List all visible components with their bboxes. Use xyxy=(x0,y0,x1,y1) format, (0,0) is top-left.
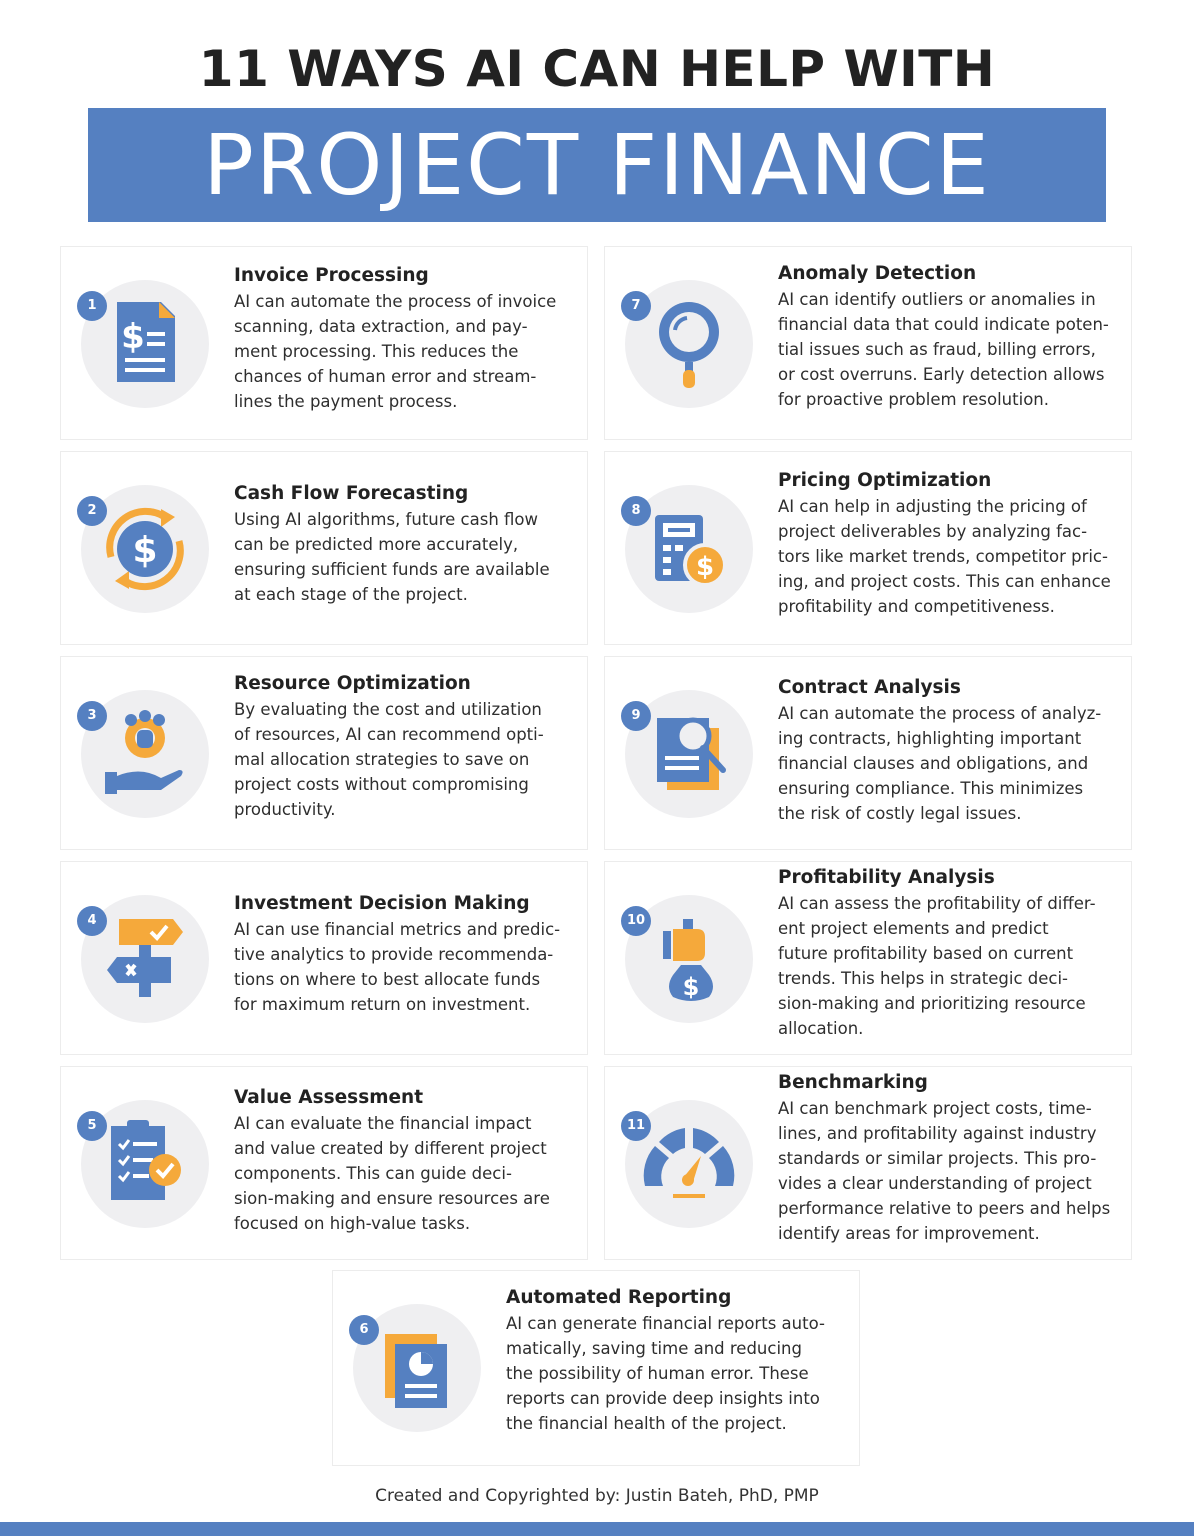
card-automated-reporting xyxy=(332,1270,860,1466)
card-benchmarking xyxy=(604,1066,1132,1260)
svg-text:$: $ xyxy=(121,317,145,357)
card-title: Cash Flow Forecasting xyxy=(234,483,469,504)
badge-number: 4 xyxy=(77,906,107,936)
badge-number: 11 xyxy=(621,1111,651,1141)
badge-number: 2 xyxy=(77,496,107,526)
badge-number: 1 xyxy=(77,291,107,321)
badge-number: 10 xyxy=(621,906,651,936)
card-title: Resource Optimization xyxy=(234,673,471,694)
svg-text:$: $ xyxy=(682,973,700,1001)
card-description: AI can benchmark project costs, time- lines, and profitability against industry standards or similar projects. This pro- vides a clear understanding of project performance relative to peers and helps identify areas for improvement. xyxy=(778,1099,1111,1243)
card-description: AI can help in adjusting the pricing of project deliverables by analyzing fac- tors like market trends, competitor pric- ing, and project costs. This can enhance profitability and competitiveness. xyxy=(778,497,1111,616)
card-value-assessment xyxy=(60,1066,588,1260)
card-title: Anomaly Detection xyxy=(778,263,977,284)
card-contract-analysis xyxy=(604,656,1132,850)
card-title: Value Assessment xyxy=(234,1087,424,1108)
card-description: Using AI algorithms, future cash flow can be predicted more accurately, ensuring sufficient funds are available at each stage of the project. xyxy=(234,510,550,604)
card-invoice-processing xyxy=(60,246,588,440)
card-investment-decision-making xyxy=(60,861,588,1055)
card-cash-flow-forecasting xyxy=(60,451,588,645)
card-title: Benchmarking xyxy=(778,1072,928,1093)
card-description: By evaluating the cost and utilization of resources, AI can recommend opti- mal allocation strategies to save on project costs without compromising productivity. xyxy=(234,700,544,819)
card-description: AI can automate the process of invoice scanning, data extraction, and pay- ment processing. This reduces the chances of human error and stream- lines the payment process. xyxy=(234,292,557,411)
badge-number: 7 xyxy=(621,291,651,321)
card-title: Contract Analysis xyxy=(778,677,961,698)
svg-text:$: $ xyxy=(695,552,715,582)
page-title-top: 11 WAYS AI CAN HELP WITH xyxy=(198,40,996,98)
card-title: Automated Reporting xyxy=(506,1287,732,1308)
badge-number: 8 xyxy=(621,496,651,526)
card-description: AI can assess the profitability of differ- ent project elements and predict future profitability based on current trends. This helps in strategic deci- sion-making and prioritizing resource allocation. xyxy=(778,894,1096,1038)
bottom-bar xyxy=(0,1522,1194,1536)
card-description: AI can use financial metrics and predic- tive analytics to provide recommenda- tions on where to best allocate funds for maximum return on investment. xyxy=(234,920,561,1014)
card-description: AI can evaluate the financial impact and value created by different project components. This can guide deci- sion-making and ensure resources are focused on high-value tasks. xyxy=(234,1114,550,1233)
badge-number: 6 xyxy=(349,1315,379,1345)
card-pricing-optimization xyxy=(604,451,1132,645)
card-title: Invoice Processing xyxy=(234,265,429,286)
card-title: Profitability Analysis xyxy=(778,867,995,888)
card-resource-optimization xyxy=(60,656,588,850)
card-title: Pricing Optimization xyxy=(778,470,992,491)
card-description: AI can automate the process of analyz- ing contracts, highlighting important financial clauses and obligations, and ensuring compliance. This minimizes the risk of costly legal issues. xyxy=(778,704,1102,823)
page-title-banner: PROJECT FINANCE xyxy=(88,108,1106,222)
svg-text:$: $ xyxy=(132,530,158,571)
badge-number: 5 xyxy=(77,1111,107,1141)
card-title: Investment Decision Making xyxy=(234,893,530,914)
badge-number: 3 xyxy=(77,701,107,731)
card-description: AI can identify outliers or anomalies in financial data that could indicate poten- tial issues such as fraud, billing errors, or cost overruns. Early detection allows for proactive problem resolution. xyxy=(778,290,1109,409)
card-description: AI can generate financial reports auto- matically, saving time and reducing the possibility of human error. These reports can provide deep insights into the financial health of the project. xyxy=(506,1314,825,1433)
card-profitability-analysis xyxy=(604,861,1132,1055)
badge-number: 9 xyxy=(621,701,651,731)
footer-credit: Created and Copyrighted by: Justin Bateh, PhD, PMP xyxy=(375,1486,819,1506)
card-anomaly-detection xyxy=(604,246,1132,440)
